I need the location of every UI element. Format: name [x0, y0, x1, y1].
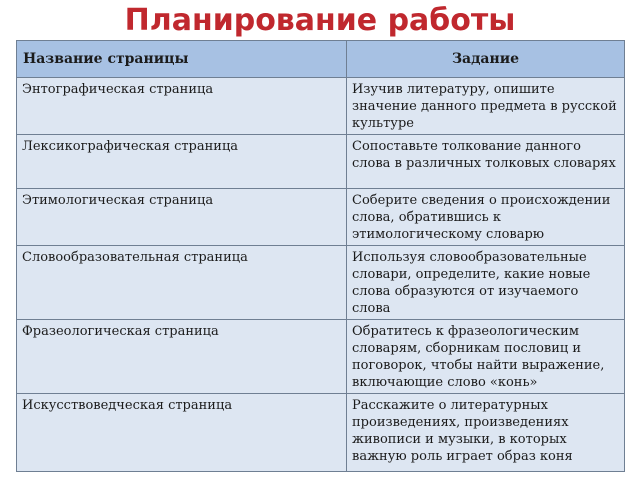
table-row [17, 78, 625, 135]
page-name-cell: Энтографическая страница [17, 78, 347, 135]
column-header-task: Задание [347, 41, 625, 78]
task-cell: Обратитесь к фразеологическим словарям, сборникам пословиц и поговорок, чтобы найти выражение, включающие слово «конь» [347, 320, 625, 394]
page-name-cell: Словообразовательная страница [17, 246, 347, 320]
page-name-cell: Лексикографическая страница [17, 135, 347, 189]
task-cell: Используя словообразовательные словари, определите, какие новые слова образуются от изучаемого слова [347, 246, 625, 320]
task-cell: Соберите сведения о происхождении слова, обратившись к этимологическому словарю [347, 189, 625, 246]
table-row [17, 394, 625, 472]
task-cell: Расскажите о литературных произведениях, произведениях живописи и музыки, в которых важную роль играет образ коня [347, 394, 625, 472]
table-row [17, 320, 625, 394]
table-header-row [17, 41, 625, 78]
task-cell: Сопоставьте толкование данного слова в различных толковых словарях [347, 135, 625, 189]
table-row [17, 246, 625, 320]
page-title: Планирование работы [124, 3, 516, 38]
page-name-cell: Фразеологическая страница [17, 320, 347, 394]
page-name-cell: Этимологическая страница [17, 189, 347, 246]
table-row [17, 135, 625, 189]
planning-table [16, 40, 625, 472]
task-cell: Изучив литературу, опишите значение данного предмета в русской культуре [347, 78, 625, 135]
page-name-cell: Искусствоведческая страница [17, 394, 347, 472]
column-header-page-name: Название страницы [17, 41, 347, 78]
table-row [17, 189, 625, 246]
